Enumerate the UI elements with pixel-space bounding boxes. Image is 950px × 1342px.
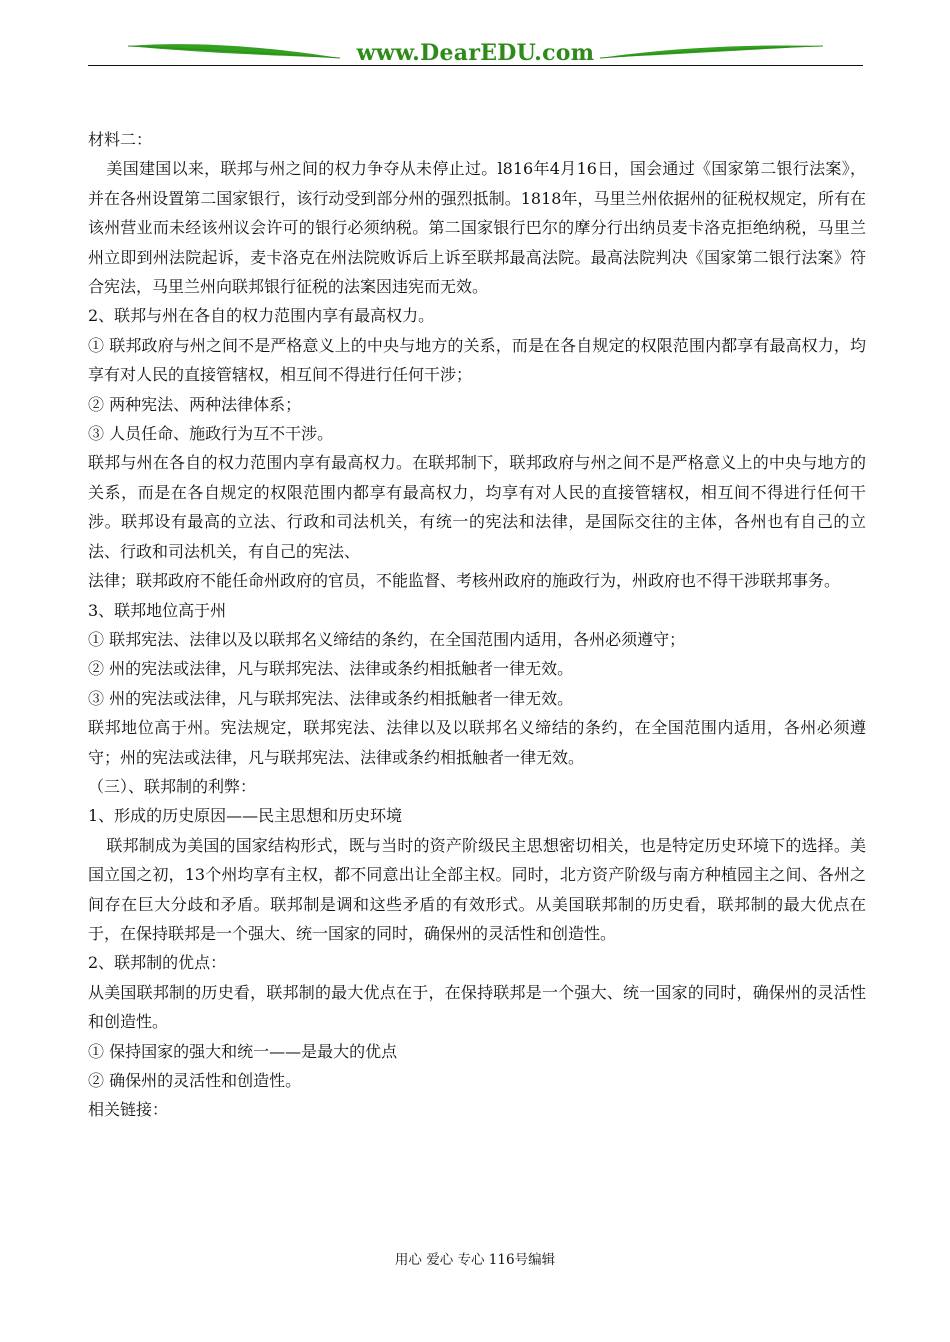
paragraph: 联邦与州在各自的权力范围内享有最高权力。在联邦制下，联邦政府与州之间不是严格意义上的中央与地方的关系，而是在各自规定的权限范围内都享有最高权力，均享有对人民的直接管辖权，相互间不得进行任何干涉。联邦设有最高的立法、行政和司法机关，有统一的宪法和法律，是国际交往的主体，各州也有自己的立法、行政和司法机关，有自己的宪法、 (88, 453, 866, 561)
paragraph: 法律；联邦政府不能任命州政府的官员，不能监督、考核州政府的施政行为，州政府也不得干涉联邦事务。 (88, 571, 841, 591)
paragraph: 从美国联邦制的历史看，联邦制的最大优点在于，在保持联邦是一个强大、统一国家的同时，确保州的灵活性和创造性。 (88, 982, 866, 1032)
paragraph: ③ 州的宪法或法律，凡与联邦宪法、法律或条约相抵触者一律无效。 (88, 688, 574, 708)
paragraph: ① 保持国家的强大和统一——是最大的优点 (88, 1041, 398, 1061)
paragraph: （三）、联邦制的利弊： (88, 776, 257, 796)
paragraph: ② 确保州的灵活性和创造性。 (88, 1071, 302, 1090)
paragraph: ② 州的宪法或法律，凡与联邦宪法、法律或条约相抵触者一律无效。 (88, 659, 574, 679)
paragraph: ② 两种宪法、两种法律体系； (88, 394, 302, 414)
paragraph: ① 联邦政府与州之间不是严格意义上的中央与地方的关系，而是在各自规定的权限范围内都享有最高权力，均享有对人民的直接管辖权，相互间不得进行任何干涉； (88, 335, 866, 385)
paragraph: 联邦制成为美国的国家结构形式，既与当时的资产阶级民主思想密切相关，也是特定历史环境下的选择。美国立国之初，13个州均享有主权，都不同意出让全部主权。同时，北方资产阶级与南方种植园主之间、各州之间存在巨大分歧和矛盾。联邦制是调和这些矛盾的有效形式。从美国联邦制的历史看，联邦制的最大优点在于，在保持联邦是一个强大、统一国家的同时，确保州的灵活性和创造性。 (88, 835, 866, 943)
document-body (88, 125, 866, 1125)
page-footer: 用心 爱心 专心 116号编辑 (394, 1252, 556, 1268)
paragraph: 2、联邦制的优点： (88, 953, 227, 973)
paragraph: 2、联邦与州在各自的权力范围内享有最高权力。 (88, 306, 435, 326)
header-divider (88, 65, 863, 66)
paragraph: ③ 人员任命、施政行为互不干涉。 (88, 424, 334, 444)
paragraph: 相关链接： (88, 1100, 169, 1120)
paragraph: 联邦地位高于州。宪法规定，联邦宪法、法律以及以联邦名义缔结的条约，在全国范围内适用，各州必须遵守；州的宪法或法律，凡与联邦宪法、法律或条约相抵触者一律无效。 (88, 718, 866, 767)
site-logo-text: www.DearEDU.com (356, 40, 595, 66)
paragraph: 1、形成的历史原因——民主思想和历史环境 (88, 806, 403, 826)
paragraph: 材料二： (88, 130, 153, 149)
paragraph: ① 联邦宪法、法律以及以联邦名义缔结的条约，在全国范围内适用，各州必须遵守； (88, 629, 686, 649)
paragraph: 3、联邦地位高于州 (88, 600, 227, 620)
paragraph: 美国建国以来，联邦与州之间的权力争夺从未停止过。l816年4月16日，国会通过《国家第二银行法案》，并在各州设置第二国家银行，该行动受到部分州的强烈抵制。1818年，马里兰州依据州的征税权规定，所有在该州营业而未经该州议会许可的银行必须纳税。第二国家银行巴尔的摩分行出纳员麦卡洛克拒绝纳税，马里兰州立即到州法院起诉，麦卡洛克在州法院败诉后上诉至联邦最高法院。最高法院判决《国家第二银行法案》符合宪法，马里兰州向联邦银行征税的法案因违宪而无效。 (88, 159, 866, 297)
